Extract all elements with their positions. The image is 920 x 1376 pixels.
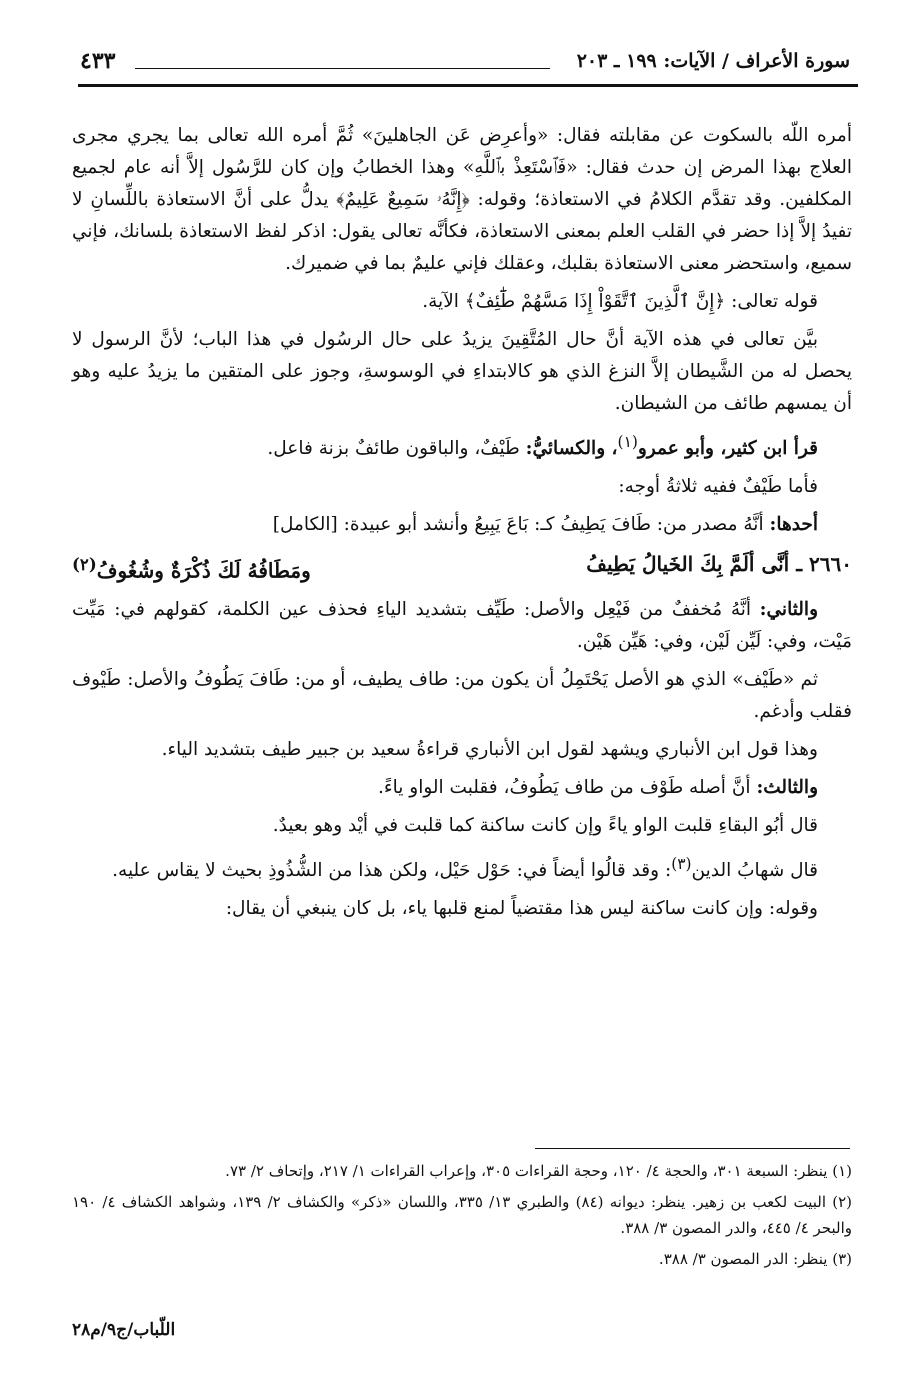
paragraph-10-text: أنَّ أصله طَوْف من طاف يَطُوفُ، فقلبت الواو ياءً.	[378, 776, 757, 798]
paragraph-10	[72, 772, 852, 804]
footnote-separator	[535, 1148, 850, 1149]
paragraph-6	[72, 509, 852, 541]
verse-second-hemistich: ومَطَافُهُ لَكَ ذُكْرَةٌ وشُغُوفُ	[96, 558, 311, 583]
paragraph-12-start: قال شهابُ الدين	[691, 859, 818, 881]
page-number: ٤٣٣	[80, 48, 116, 74]
paragraph-12-end: : وقد قالُوا أيضاً في: حَوْل حَيْل، ولكن هذا من الشُّذُوذِ بحيث لا يقاس عليه.	[112, 859, 672, 881]
header-title: سورة الأعراف / الآيات: ١٩٩ ـ ٢٠٣	[576, 50, 850, 72]
header-rule-thin	[135, 68, 550, 69]
verse-first-hemistich: ٢٦٦٠ ـ أنَّى ألَمَّ بِكَ الخَيالُ يَطِيفُ	[586, 552, 852, 577]
footnote-3: (٣) ينظر: الدر المصون ٣/ ٣٨٨.	[658, 1250, 852, 1268]
main-text	[72, 120, 852, 931]
footnote-ref-1: (١)	[617, 433, 638, 451]
paragraph-6-text: أنَّهُ مصدر من: طَافَ يَطِيفُ كـ: بَاعَ يَبِيعُ وأنشد أبو عبيدة: [الكامل]	[272, 514, 770, 536]
paragraph-11: قال أبُو البقاءِ قلبت الواو ياءً وإن كانت ساكنة كما قلبت في أيْد وهو بعيدٌ.	[272, 814, 818, 836]
readers-names: قرأ ابن كثير، وأبو عمرو	[637, 438, 818, 460]
paragraph-1: أمره اللّه بالسكوت عن مقابلته فقال: «وأعرِض عَن الجاهلينَ» ثُمَّ أمره الله تعالى بما يجري مجرى العلاج بهذا المرض إن حدث فقال: «فَٱسْتَعِذْ بٱللَّهِ» وهذا الخطابُ وإن كان للرَّسُول إلاَّ أنه عام لجميع المكلفين. وقد تقدَّم الكلامُ في الاستعاذة؛ وقوله: ﴿إِنَّهُۥ سَمِيعٌ عَلِيمٌ﴾ يدلُّ على أنَّ الاستعاذة باللِّسانِ لا تفيدُ إلاَّ إذا حضر في القلب العلم بمعنى الاستعاذة، فكأنَّه تعالى يقول: اذكر لفظ الاستعاذة بلسانك، فإني سميع، واستحضر معنى الاستعاذة بقلبك، وعقلك فإني عليمٌ بما في ضميرك.	[72, 125, 852, 274]
footnote-ref-3: (٣)	[671, 854, 692, 873]
poetry-verse	[72, 547, 852, 588]
paragraph-7-text: أنَّهُ مُخففٌ من فَيْعِل والأصل: طَيِّف بتشديد الياءِ فحذف عين الكلمة، كقولهم في: مَيِّت مَيْت، وفي: لَيِّن لَيْن، وفي: هَيِّن هَيْن.	[72, 598, 852, 652]
running-header	[80, 38, 850, 82]
footnote-2: (٢) البيت لكعب بن زهير. ينظر: ديوانه (٨٤) والطبري ١٣/ ٣٣٥، واللسان «ذكر» والكشاف ٢/ ١٣٩، وشواهد الكشاف ٤/ ١٩٠ والبحر ٤/ ٤٤٥، والدر المصون ٣/ ٣٨٨.	[72, 1193, 853, 1237]
verse-second-hemistich-wrap	[72, 547, 311, 588]
header-rule-thick	[78, 84, 858, 87]
third-aspect-label: والثالث:	[756, 776, 818, 798]
paragraph-12	[72, 848, 852, 887]
footnotes	[72, 1158, 852, 1277]
first-aspect-label: أحدها:	[769, 514, 818, 536]
footnote-ref-2: (٢)	[72, 554, 97, 575]
readers-names-2: ، والكسائيُّ:	[525, 438, 618, 460]
paragraph-3: بيَّن تعالى في هذه الآية أنَّ حال المُتَّقِينَ يزيدُ على حال الرسُول في هذا الباب؛ لأنَّ الرسول لا يحصل له من الشَّيطان إلاَّ النزغ الذي هو كالابتداءِ في الوسوسةِ، وجوز على المتقين ما يزيدُ عليه وهو أن يمسهم طائف من الشيطان.	[72, 329, 852, 414]
printer-signature: اللّباب/ج٩/م٢٨	[72, 1320, 176, 1340]
paragraph-2: قوله تعالى: ﴿إِنَّ ٱلَّذِينَ ٱتَّقَوْاْ إِذَا مَسَّهُمْ طَٰٓئِفٌ﴾ الآية.	[422, 291, 818, 312]
paragraph-13: وقوله: وإن كانت ساكنة ليس هذا مقتضياً لمنع قلبها ياء، بل كان ينبغي أن يقال:	[225, 897, 818, 919]
second-aspect-label: والثاني:	[759, 598, 818, 620]
paragraph-4-text: طَيْفٌ، والباقون طائفٌ بزنة فاعل.	[267, 438, 526, 460]
footnote-1: (١) ينظر: السبعة ٣٠١، والحجة ٤/ ١٢٠، وحجة القراءات ٣٠٥، وإعراب القراءات ١/ ٢١٧، وإتحاف ٢/ ٧٣.	[225, 1162, 852, 1180]
paragraph-4	[72, 426, 852, 465]
paragraph-7	[72, 594, 852, 658]
paragraph-9: وهذا قول ابن الأنباري ويشهد لقول ابن الأنباري قراءةُ سعيد بن جبير طيف بتشديد الياء.	[161, 738, 818, 760]
paragraph-5: فأما طَيْفٌ ففيه ثلاثةُ أوجه:	[618, 476, 818, 498]
paragraph-8: ثم «طَيْف» الذي هو الأصل يَحْتَمِلُ أن يكون من: طاف يطيف، أو من: طَافَ يَطُوفُ والأصل: طَيْوف فقلب وأدغم.	[72, 668, 852, 722]
